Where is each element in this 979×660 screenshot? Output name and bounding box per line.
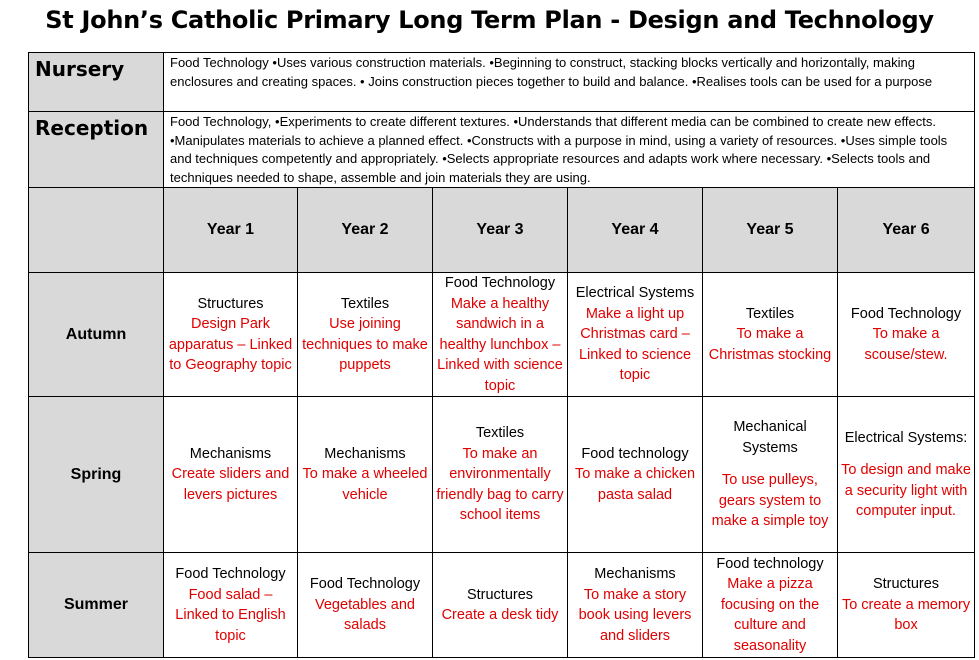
unit-description: Make a pizza focusing on the culture and seasonality xyxy=(720,576,820,654)
corner-cell xyxy=(29,188,164,273)
unit-description: To design and make a security light with computer input. xyxy=(841,462,971,519)
year-header: Year 4 xyxy=(568,188,703,273)
term-label-spring: Spring xyxy=(29,397,164,553)
unit-description: To use pulleys, gears system to make a simple toy xyxy=(711,472,829,530)
unit-topic: Food Technology xyxy=(309,576,421,593)
plan-cell xyxy=(164,397,298,553)
unit-description: To make a story book using levers and sliders xyxy=(578,586,692,644)
term-label-summer: Summer xyxy=(29,553,164,658)
unit-topic: Food technology xyxy=(716,555,824,572)
unit-description: To make a wheeled vehicle xyxy=(302,466,428,503)
unit-topic: Mechanisms xyxy=(324,445,406,462)
plan-cell xyxy=(164,273,298,397)
unit-description: To make an environmentally friendly bag to carry school items xyxy=(436,445,564,524)
plan-cell xyxy=(838,397,975,553)
unit-topic: Mechanical Systems xyxy=(733,419,807,456)
unit-topic: Mechanisms xyxy=(189,445,272,462)
plan-cell xyxy=(298,553,433,658)
year-header: Year 5 xyxy=(703,188,838,273)
unit-description: To make a chicken pasta salad xyxy=(574,466,696,503)
spacer xyxy=(706,458,834,470)
nursery-row xyxy=(29,53,975,112)
reception-description: Food Technology, •Experiments to create different textures. •Understands that different media can be combined to create new effects. •Manipulates materials to achieve a planned effect. •Constructs with a purpose in mind, using a variety of resources. •Uses simple tools and techniques competently and appropriately. •Selects appropriate resources and adapts work where necessary. •Selects tools and techniques needed to shape, assemble and join materials they are using. xyxy=(164,112,975,188)
unit-description: To make a scouse/stew. xyxy=(864,326,948,363)
plan-cell xyxy=(298,397,433,553)
year-header: Year 2 xyxy=(298,188,433,273)
nursery-label: Nursery xyxy=(29,53,164,112)
year-header: Year 1 xyxy=(164,188,298,273)
unit-topic: Mechanisms xyxy=(594,566,676,582)
plan-cell xyxy=(703,273,838,397)
unit-description: Food salad – Linked to English topic xyxy=(175,586,286,644)
plan-cell xyxy=(433,553,568,658)
unit-topic: Textiles xyxy=(475,425,525,442)
plan-cell xyxy=(433,397,568,553)
spring-row xyxy=(29,397,975,553)
unit-description: Use joining techniques to make puppets xyxy=(302,316,428,373)
plan-cell xyxy=(703,397,838,553)
unit-topic: Food technology xyxy=(581,445,689,462)
unit-topic: Food Technology xyxy=(175,566,286,582)
plan-cell xyxy=(433,273,568,397)
nursery-description: Food Technology •Uses various construction materials. •Beginning to construct, stacking blocks vertically and horizontally, making enclosures and creating spaces. • Joins construction pieces together to build and balance. •Realises tools can be used for a purpose xyxy=(164,53,975,112)
reception-label: Reception xyxy=(29,112,164,188)
reception-row xyxy=(29,112,975,188)
autumn-row xyxy=(29,273,975,397)
unit-topic: Structures xyxy=(466,586,534,603)
unit-topic: Electrical Systems: xyxy=(844,429,968,446)
unit-description: Create sliders and levers pictures xyxy=(171,466,290,503)
year-header-row xyxy=(29,188,975,273)
spacer xyxy=(841,448,971,460)
plan-cell xyxy=(838,273,975,397)
plan-cell xyxy=(703,553,838,658)
unit-topic: Textiles xyxy=(745,305,795,322)
plan-cell xyxy=(568,273,703,397)
year-header: Year 6 xyxy=(838,188,975,273)
unit-description: To create a memory box xyxy=(841,596,971,634)
page-title: St John’s Catholic Primary Long Term Plan - Design and Technology xyxy=(45,6,934,34)
plan-cell xyxy=(568,397,703,553)
unit-description: Design Park apparatus – Linked to Geography topic xyxy=(168,316,293,373)
unit-topic: Food Technology xyxy=(444,275,556,291)
plan-cell xyxy=(164,553,298,658)
unit-topic: Food Technology xyxy=(850,305,962,322)
plan-cell xyxy=(568,553,703,658)
plan-cell xyxy=(298,273,433,397)
unit-topic: Structures xyxy=(197,295,264,312)
unit-topic: Textiles xyxy=(340,295,390,312)
unit-description: Make a healthy sandwich in a healthy lunchbox –Linked with science topic xyxy=(437,295,563,394)
unit-description: Vegetables and salads xyxy=(315,596,415,634)
plan-cell xyxy=(838,553,975,658)
unit-description: Make a light up Christmas card – Linked to science topic xyxy=(578,305,692,384)
unit-topic: Electrical Systems xyxy=(575,285,695,302)
unit-description: To make a Christmas stocking xyxy=(708,326,832,363)
summer-row xyxy=(29,553,975,658)
unit-description: Create a desk tidy xyxy=(441,607,559,623)
unit-topic: Structures xyxy=(872,576,940,593)
term-label-autumn: Autumn xyxy=(29,273,164,397)
year-header: Year 3 xyxy=(433,188,568,273)
long-term-plan-table xyxy=(28,52,975,658)
